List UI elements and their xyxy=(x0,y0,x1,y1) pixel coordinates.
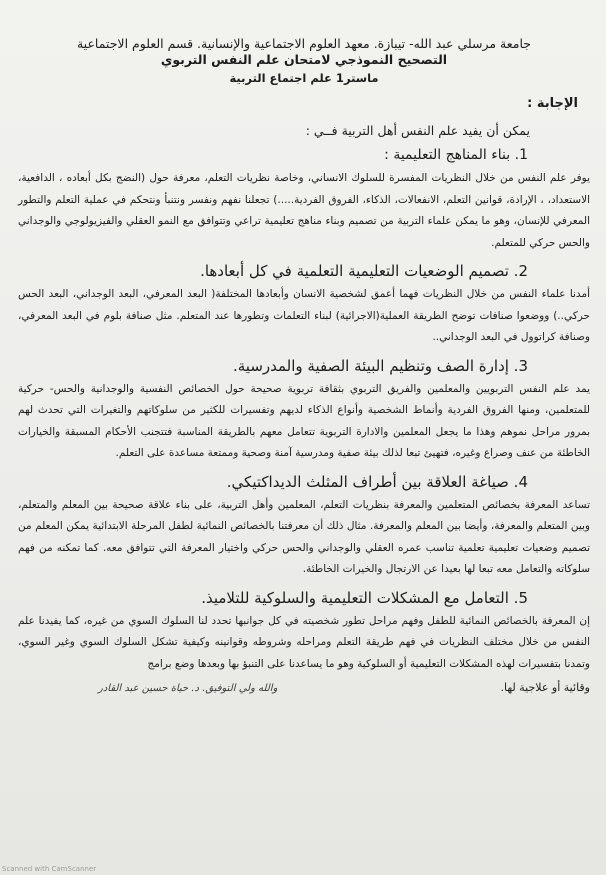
section-5 xyxy=(18,587,590,676)
signature: والله ولي التوفيق. د. حياة حسين عبد القادر xyxy=(98,683,278,694)
section-title: 3. إدارة الصف وتنظيم البيئة الصفية والمدرسية. xyxy=(232,356,528,375)
section-body: إن المعرفة بالخصائص النمائية للطفل وفهم مراحل تطور شخصيته في كل جوانبها تحدد لنا السلوك السوي من غيره، كما يفيدنا علم النفس من خلال مختلف النظريات في فهم طريقة التعلم ومراحله وشروطه وقوانينه وكيفية تشكل السلوك السوي وغير السوي، وتمدنا بتفسيرات لهذه المشكلات التعليمية أو السلوكية وهو ما يساعدنا على التنبؤ بها وبعدها وضع برامج xyxy=(18,614,590,670)
intro-line: يمكن أن يفيد علم النفس أهل التربية فــي : xyxy=(305,123,530,138)
closing-text: وقائية أو علاجية لها. xyxy=(500,681,590,694)
section-title: 1. بناء المناهج التعليمية : xyxy=(384,147,528,163)
section-body: يمد علم النفس التربويين والمعلمين والفريق التربوي بثقافة تربوية صحيحة حول الخصائص النفسية والوجدانية والحس- حركية للمتعلمين، ومنها الفروق الفردية وأنماط الشخصية وأنواع الذكاء لديهم وتفسيرات للكثير من سلوكاتهم والتغيرات التي تحدث لهم بمرور مراحل نموهم وهذا ما يجعل المعلمين والادارة التربوية تتعامل معهم بالطريقة المناسبة فتتجنب الأحكام المسبقة والخيارات الخاطئة من عنف وصراع وغيره، فتهيئ تبعا لذلك بيئة صفية ومدرسية آمنة وصحية وممتعة مساعدة على التعلم. xyxy=(18,382,590,459)
section-title: 2. تصميم الوضعيات التعليمية التعلمية في كل أبعادها. xyxy=(200,262,528,280)
section-body: تساعد المعرفة بخصائص المتعلمين والمعرفة بنظريات التعلم، المعلمين وأهل التربية، على بناء علاقة صحيحة بين المعلم والمتعلم، وبين المتعلم والمعرفة، وأيضا بين المعلم والمعرفة. مثال ذلك أن معرفتنا بالخصائص النمائية لطفل المرحلة الابتدائية يمكن المعلم من تصميم وضعيات تعليمية تعلمية تناسب عمره العقلي والوجداني والحس حركي واختيار المعرفة التي تتوافق معه. كما تمكنه من فهم سلوكاته والتعامل معه تبعا لها بعيدا عن الارتجال والخيرات الخاطئة. xyxy=(18,498,590,575)
document-header xyxy=(18,0,590,86)
university-line: جامعة مرسلي عبد الله- تيبازة. معهد العلوم الاجتماعية والإنسانية. قسم العلوم الاجتماعية xyxy=(76,36,532,51)
section-2 xyxy=(18,260,590,349)
section-body: يوفر علم النفس من خلال النظريات المفسرة للسلوك الانساني، وخاصة نظريات التعلم، معرفة حول (النضج بكل أبعاده ، الدافعية، الاستعداد، ، الإرادة، قوانين التعلم، الانفعالات، الذكاء، الفروق الفردية.....) تجعلنا نفهم ونفسر ونتنبأ ونتحكم في عملية التعلم والتطور المعرفي للإنسان، وهو ما يمكن علماء التربية من تصميم وبناء مناهج تعليمية تراعي وتتوافق مع النمو العقلي والفيزيولوجي والوجداني والحس حركي للمتعلم. xyxy=(18,172,590,249)
section-1 xyxy=(18,144,590,254)
closing-row xyxy=(18,681,590,694)
section-body: أمدنا علماء النفس من خلال النظريات فهما أعمق لشخصية الانسان وأبعادها المختلفة( البعد المعرفي، البعد الوجداني، البعد الحس حركي..) ووضعوا صنافات توضح الطريقة العملية(الاجرائية) لبناء التعلمات وتطورها عند المتعلم. مثل صنافة بلوم في البعد المعرفي، وصنافة كراتوول في البعد الوجداني.. xyxy=(18,288,590,343)
section-title: 4. صياغة العلاقة بين أطراف المثلث الديداكتيكي. xyxy=(226,472,528,491)
section-title: 5. التعامل مع المشكلات التعليمية والسلوكية للتلاميذ. xyxy=(201,588,528,607)
scanner-watermark: Scanned with CamScanner xyxy=(2,865,97,873)
document-title: التصحيح النموذجي لامتحان علم النفس التربوي xyxy=(160,52,448,67)
section-3 xyxy=(18,355,590,465)
section-4 xyxy=(18,471,590,581)
program-line: ماستر1 علم اجتماع التربية xyxy=(229,71,379,85)
answer-heading: الإجابة : xyxy=(527,96,578,111)
